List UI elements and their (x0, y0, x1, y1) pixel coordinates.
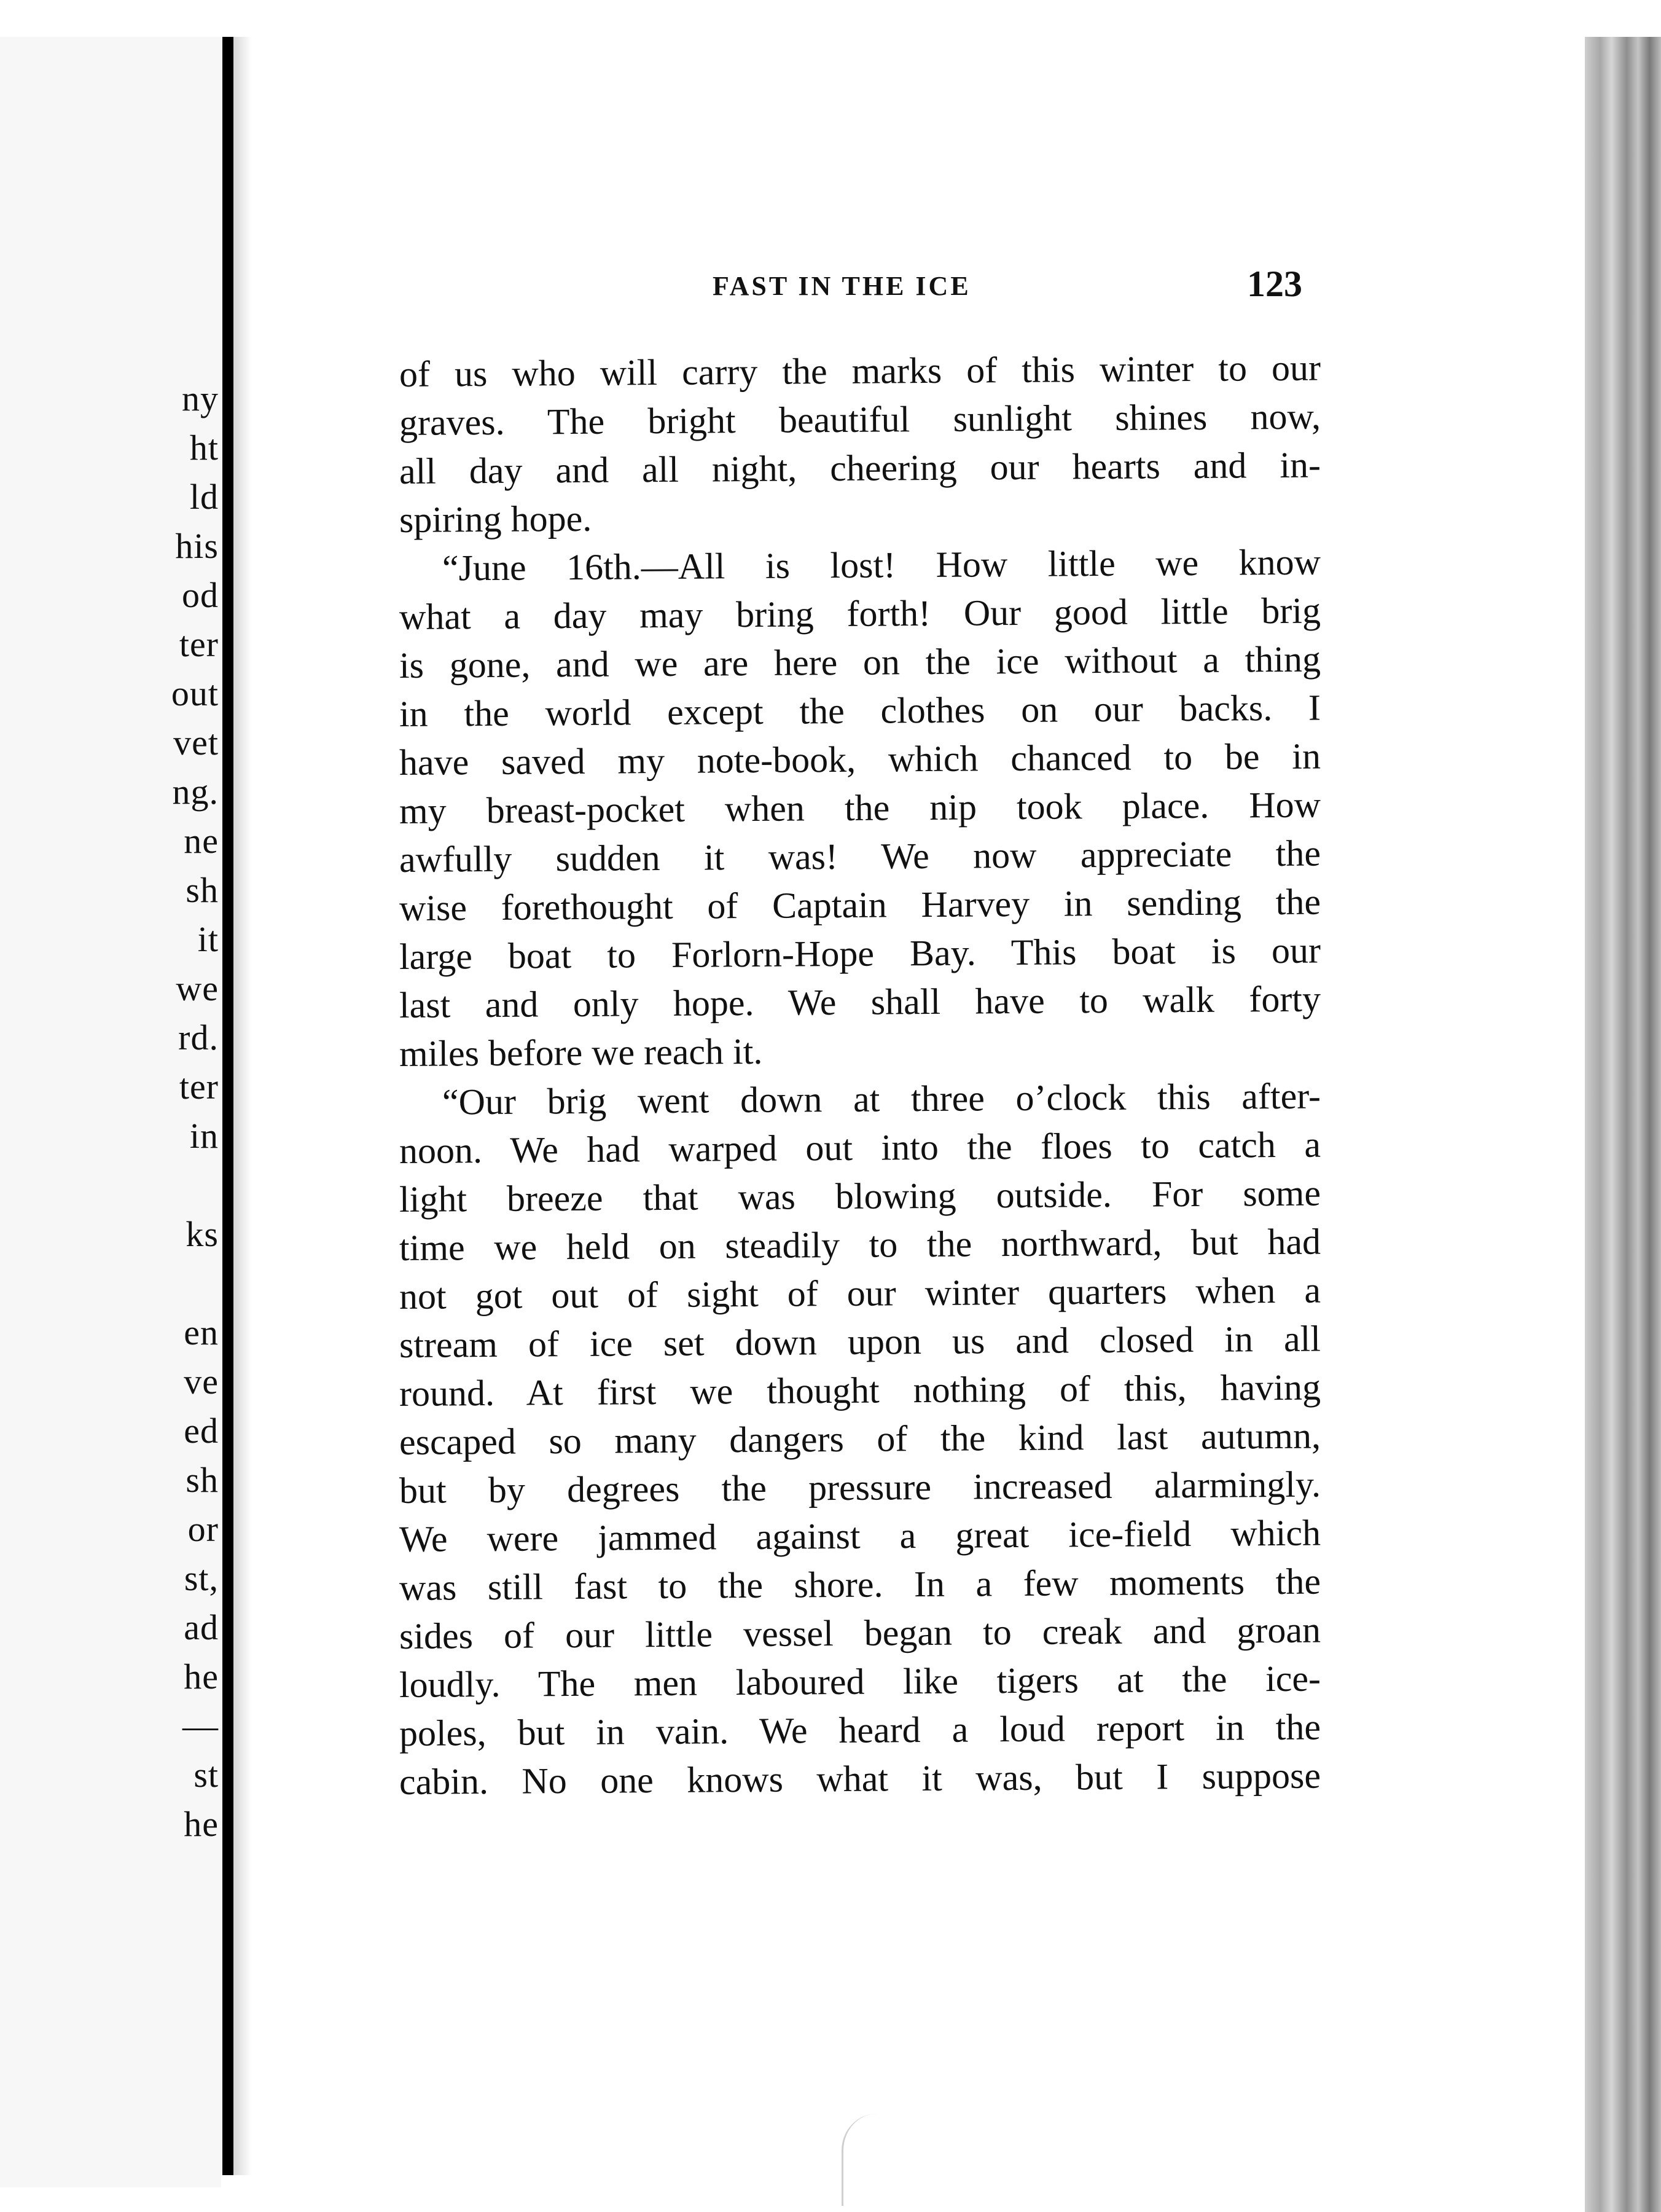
text-line: We were jammed against a great ice-field which (399, 1512, 1321, 1559)
left-page-fragment: ny (182, 378, 219, 418)
text-line: of us who will carry the marks of this winter to our (399, 347, 1321, 394)
text-line: light breeze that was blowing outside. For some (399, 1172, 1321, 1220)
left-page-fragment: en (184, 1312, 219, 1352)
text-line: wise forethought of Captain Harvey in sending the (399, 881, 1321, 928)
text-line: not got out of sight of our winter quarters when a (399, 1269, 1321, 1317)
left-page-fragment: ed (184, 1411, 219, 1451)
text-line: have saved my note-book, which chanced to be in (399, 735, 1321, 783)
text-line: cabin. No one knows what it was, but I suppose (399, 1755, 1321, 1802)
page-smudge (842, 2114, 929, 2206)
left-page-fragment: st (193, 1755, 219, 1795)
text-line: loudly. The men laboured like tigers at the ice- (399, 1658, 1321, 1705)
text-line: noon. We had warped out into the floes to catch a (399, 1124, 1321, 1171)
left-page-fragment: ht (189, 428, 219, 468)
left-page-fragment: sh (186, 1460, 219, 1500)
text-line: stream of ice set down upon us and closed in all (399, 1318, 1321, 1365)
text-line: round. At first we thought nothing of this, having (399, 1367, 1321, 1414)
left-page-fragment: st, (184, 1558, 219, 1598)
left-page-fragment: ng. (172, 772, 219, 812)
text-line: sides of our little vessel began to creak and groan (399, 1609, 1321, 1657)
text-line: all day and all night, cheering our hearts and in- (399, 444, 1321, 492)
text-line: large boat to Forlorn-Hope Bay. This boat is our (399, 930, 1321, 977)
gutter-shadow (233, 37, 252, 2175)
text-line: but by degrees the pressure increased alarmingly. (399, 1464, 1321, 1511)
previous-page-fragment (0, 37, 221, 2187)
text-line: last and only hope. We shall have to walk forty (399, 978, 1321, 1026)
text-line: my breast-pocket when the nip took place. How (399, 784, 1321, 831)
text-line: was still fast to the shore. In a few moments the (399, 1561, 1321, 1608)
text-line: miles before we reach it. (399, 1030, 763, 1074)
left-page-fragment: ad (184, 1607, 219, 1647)
text-line: poles, but in vain. We heard a loud report in the (399, 1706, 1321, 1754)
left-page-fragment: out (171, 673, 219, 713)
left-page-fragment: vet (173, 723, 219, 763)
text-line: graves. The bright beautiful sunlight shines now, (399, 396, 1321, 443)
left-page-fragment: his (175, 526, 219, 566)
book-gutter (222, 37, 233, 2175)
text-line: spiring hope. (399, 498, 592, 540)
page-edges (1585, 37, 1661, 2212)
left-page-fragment: ve (184, 1362, 219, 1402)
left-page-fragment: he (184, 1657, 219, 1696)
text-line: in the world except the clothes on our backs. I (399, 687, 1321, 734)
left-page-fragment: ld (189, 477, 219, 517)
left-page-fragment: ter (179, 1067, 219, 1107)
running-head: FAST IN THE ICE (713, 271, 971, 301)
left-page-fragment: or (187, 1509, 219, 1549)
left-page-fragment: od (182, 575, 219, 615)
left-page-fragment: sh (186, 870, 219, 910)
page-header (393, 264, 1302, 313)
text-line: escaped so many dangers of the kind last autumn, (399, 1415, 1321, 1462)
left-page-fragment: ter (179, 624, 219, 664)
text-line: awfully sudden it was! We now appreciate the (399, 833, 1321, 880)
left-page-fragment: it (197, 919, 219, 959)
left-page-fragment: ne (184, 821, 219, 861)
left-page-fragment: rd. (178, 1018, 219, 1057)
text-line: time we held on steadily to the northward, but had (399, 1221, 1321, 1268)
left-page-fragment: in (189, 1116, 219, 1156)
left-page-fragment: we (176, 968, 219, 1008)
text-line: “June 16th.—All is lost! How little we know (442, 541, 1321, 589)
text-line: is gone, and we are here on the ice without a thing (399, 638, 1321, 686)
left-page-fragment: — (182, 1706, 219, 1746)
left-page-fragment: ks (186, 1214, 219, 1254)
body-text (399, 347, 1321, 1806)
page-number: 123 (1247, 264, 1302, 304)
text-line: what a day may bring forth! Our good little brig (399, 590, 1321, 637)
left-page-fragment: he (184, 1804, 219, 1844)
text-line: “Our brig went down at three o’clock this after- (442, 1075, 1321, 1123)
